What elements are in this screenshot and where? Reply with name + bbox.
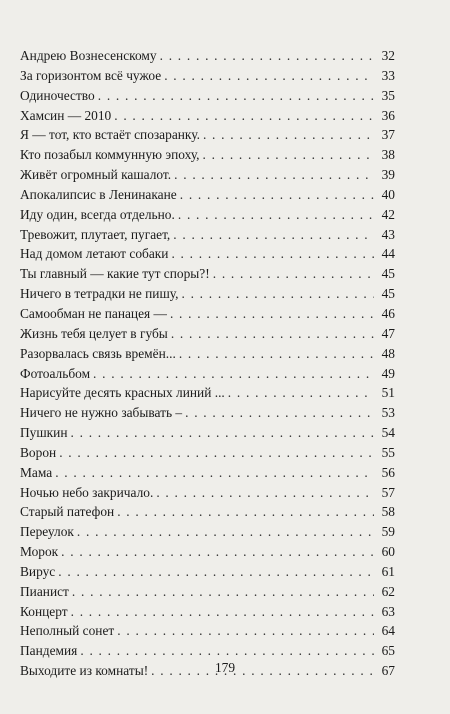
toc-entry-page: 32 (381, 48, 395, 63)
toc-entry-title: Иду один, всегда отдельно. (20, 206, 175, 222)
dot-leader (98, 86, 374, 106)
dot-leader (185, 403, 374, 423)
toc-entry (20, 106, 395, 126)
toc-entry-page: 35 (381, 87, 395, 103)
toc-entry-page: 37 (381, 127, 395, 143)
toc-entry-page: 55 (381, 444, 395, 460)
dot-leader (213, 264, 374, 284)
toc-entry (20, 562, 395, 582)
dot-leader (71, 423, 374, 443)
toc-entry (20, 463, 395, 483)
toc-entry-page: 61 (381, 563, 395, 579)
toc-entry-title: Морок (20, 544, 59, 560)
toc-entry-title: Разорвалась связь времён... (20, 345, 176, 361)
toc-entry-page: 45 (381, 266, 395, 282)
toc-entry-title: Пианист (20, 583, 69, 599)
toc-entry-title: Мама (20, 464, 53, 480)
dot-leader (160, 46, 374, 66)
toc-entry-page: 67 (381, 663, 395, 679)
toc-entry-page: 60 (381, 544, 395, 560)
toc-entry-page: 63 (381, 603, 395, 619)
toc-entry-page: 44 (381, 246, 395, 262)
toc-entry (20, 522, 395, 542)
toc-entry (20, 542, 395, 562)
toc-entry-page: 42 (381, 206, 395, 222)
toc-entry (20, 264, 395, 284)
dot-leader (171, 244, 374, 264)
toc-entry-title: Ничего не нужно забывать – (20, 405, 183, 421)
toc-entry-title: Фотоальбом (20, 365, 91, 381)
toc-entry (20, 621, 395, 641)
page-number: 179 (214, 660, 236, 675)
toc-entry-title: Выходите из комнаты! (20, 663, 149, 679)
toc-entry-title: Пандемия (20, 643, 78, 659)
dot-leader (80, 641, 374, 661)
dot-leader (59, 443, 374, 463)
dot-leader (58, 562, 374, 582)
toc-entry-title: Неполный сонет (20, 623, 115, 639)
dot-leader (55, 463, 374, 483)
dot-leader (164, 66, 374, 86)
toc-entry (20, 483, 395, 503)
toc-entry-title: Самообман не панацея — (20, 305, 167, 321)
toc-entry (20, 66, 395, 86)
dot-leader (171, 324, 374, 344)
table-of-contents (20, 46, 395, 681)
toc-entry (20, 185, 395, 205)
toc-entry (20, 145, 395, 165)
dot-leader (77, 522, 374, 542)
toc-entry (20, 423, 395, 443)
toc-entry-title: Ворон (20, 444, 57, 460)
toc-entry (20, 443, 395, 463)
toc-entry-title: Кто позабыл коммунную эпоху, (20, 147, 200, 163)
toc-entry-title: Живёт огромный кашалот. (20, 167, 172, 183)
toc-entry (20, 602, 395, 622)
toc-entry (20, 364, 395, 384)
toc-entry (20, 344, 395, 364)
dot-leader (181, 284, 374, 304)
toc-entry-title: Апокалипсис в Ленинакане (20, 186, 177, 202)
toc-entry-page: 40 (381, 186, 395, 202)
toc-entry-title: Переулок (20, 524, 74, 540)
toc-entry-page: 64 (381, 623, 395, 639)
toc-entry (20, 125, 395, 145)
dot-leader (170, 304, 374, 324)
toc-entry-title: Пушкин (20, 425, 68, 441)
toc-entry (20, 165, 395, 185)
toc-entry-page: 56 (381, 464, 395, 480)
toc-entry-page: 53 (381, 405, 395, 421)
toc-entry-page: 33 (381, 67, 395, 83)
toc-entry-page: 54 (381, 425, 395, 441)
toc-entry-title: Ночью небо закричало. (20, 484, 154, 500)
toc-entry-title: Одиночество (20, 87, 95, 103)
toc-entry-title: Жизнь тебя целует в губы (20, 325, 168, 341)
toc-entry (20, 225, 395, 245)
toc-entry-title: Над домом летают собаки (20, 246, 169, 262)
dot-leader (72, 582, 374, 602)
toc-entry-page: 58 (381, 504, 395, 520)
toc-entry-page: 46 (381, 305, 395, 321)
dot-leader (203, 125, 374, 145)
toc-entry-title: Тревожит, плутает, пугает, (20, 226, 171, 242)
toc-entry (20, 86, 395, 106)
toc-entry (20, 46, 395, 66)
toc-entry (20, 284, 395, 304)
toc-entry-title: Старый патефон (20, 504, 115, 520)
toc-entry-title: Ничего в тетрадки не пишу, (20, 286, 179, 302)
dot-leader (114, 106, 374, 126)
toc-entry-title: Хамсин — 2010 (20, 107, 112, 123)
toc-entry-page: 45 (381, 286, 395, 302)
toc-entry (20, 502, 395, 522)
toc-entry-title: Ты главный — какие тут споры?! (20, 266, 210, 282)
dot-leader (179, 344, 374, 364)
toc-entry-page: 59 (381, 524, 395, 540)
dot-leader (61, 542, 374, 562)
toc-entry (20, 205, 395, 225)
dot-leader (117, 502, 374, 522)
toc-entry-title: Вирус (20, 563, 56, 579)
toc-entry-page: 38 (381, 147, 395, 163)
dot-leader (93, 364, 374, 384)
dot-leader (173, 225, 374, 245)
dot-leader (203, 145, 374, 165)
toc-entry-page: 43 (381, 226, 395, 242)
toc-entry-page: 65 (381, 643, 395, 659)
toc-entry (20, 641, 395, 661)
toc-entry-page: 48 (381, 345, 395, 361)
toc-entry (20, 383, 395, 403)
toc-entry (20, 324, 395, 344)
toc-entry-title: Андрею Вознесенскому (20, 48, 157, 63)
dot-leader (228, 383, 374, 403)
toc-entry-title: Я — тот, кто встаёт спозаранку. (20, 127, 200, 143)
toc-entry-page: 62 (381, 583, 395, 599)
dot-leader (156, 483, 374, 503)
dot-leader (180, 185, 374, 205)
toc-entry-title: За горизонтом всё чужое (20, 67, 162, 83)
toc-entry-page: 39 (381, 167, 395, 183)
toc-entry (20, 582, 395, 602)
toc-entry (20, 304, 395, 324)
toc-entry (20, 403, 395, 423)
dot-leader (71, 602, 374, 622)
toc-entry-title: Нарисуйте десять красных линий ... (20, 385, 225, 401)
toc-entry-page: 49 (381, 365, 395, 381)
toc-entry-page: 51 (381, 385, 395, 401)
dot-leader (117, 621, 374, 641)
toc-entry-page: 47 (381, 325, 395, 341)
dot-leader (174, 165, 374, 185)
dot-leader (178, 205, 374, 225)
toc-entry-page: 36 (381, 107, 395, 123)
toc-entry-title: Концерт (20, 603, 68, 619)
toc-entry (20, 244, 395, 264)
toc-entry-page: 57 (381, 484, 395, 500)
